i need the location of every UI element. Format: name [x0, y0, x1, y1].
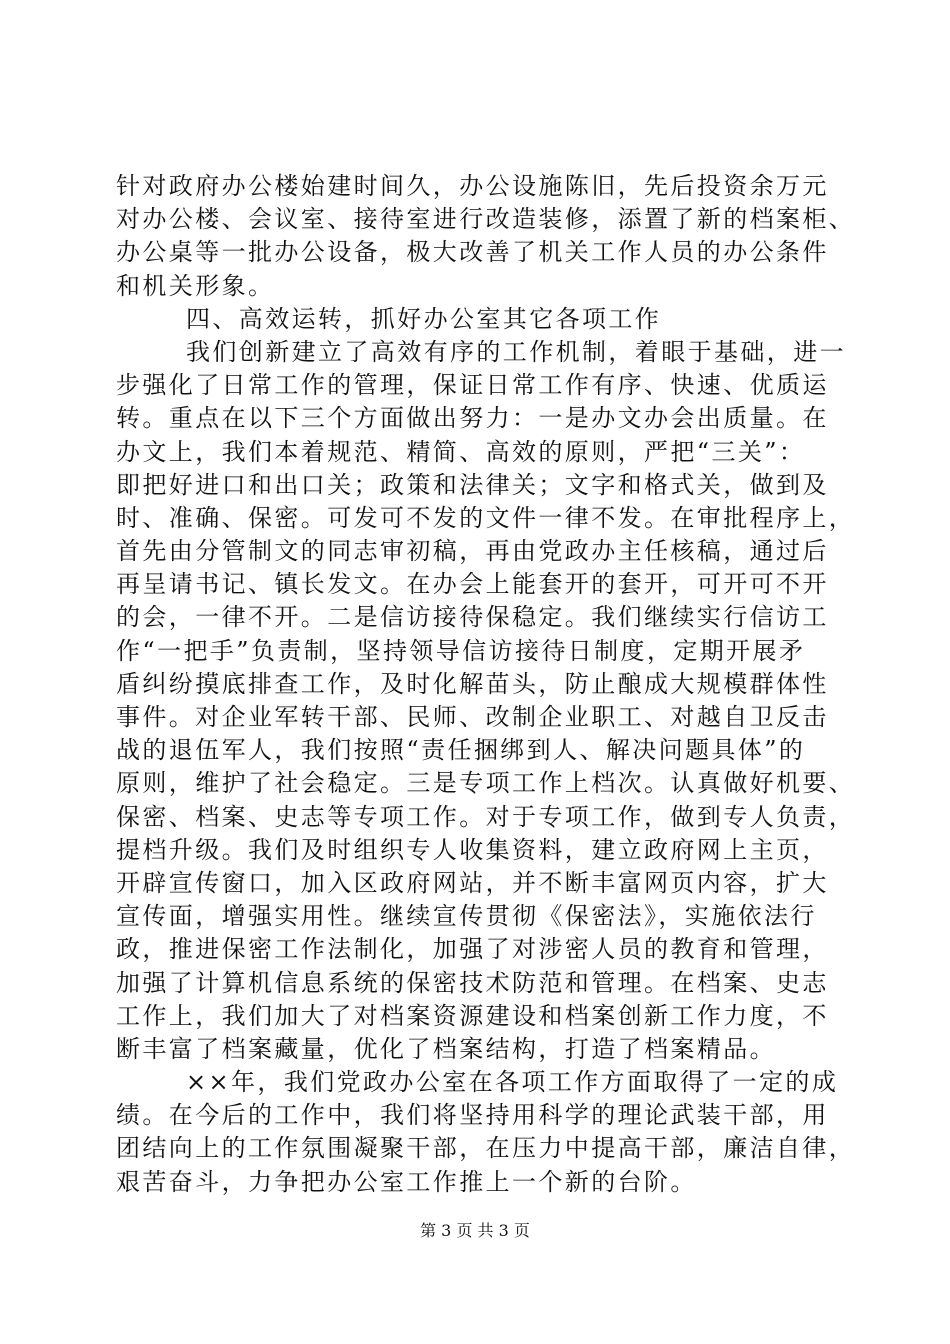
- text-line: 团结向上的工作氛围凝聚干部，在压力中提高干部，廉洁自律，: [116, 1134, 856, 1163]
- text-line: 办文上，我们本着规范、精简、高效的原则，严把“三关”：: [116, 437, 806, 466]
- text-line: 原则，维护了社会稳定。三是专项工作上档次。认真做好机要、: [116, 769, 856, 798]
- text-line: 的会，一律不开。二是信访接待保稳定。我们继续实行信访工: [116, 603, 829, 632]
- page-number: 第 3 页: [420, 1221, 473, 1240]
- text-line: 开辟宣传窗口，加入区政府网站，并不断丰富网页内容，扩大: [116, 868, 829, 897]
- text-line: 提档升级。我们及时组织专人收集资料，建立政府网上主页，: [116, 835, 829, 864]
- text-line: 作“一把手”负责制，坚持领导信访接待日制度，定期开展矛: [116, 636, 806, 665]
- text-line: 绩。在今后的工作中，我们将坚持用科学的理论武装干部，用: [116, 1101, 829, 1130]
- text-line: 断丰富了档案藏量，优化了档案结构，打造了档案精品。: [116, 1034, 776, 1063]
- text-line: 事件。对企业军转干部、民师、改制企业职工、对越自卫反击: [116, 703, 829, 731]
- text-line: 盾纠纷摸底排查工作，及时化解苗头，防止酿成大规模群体性: [116, 669, 829, 698]
- text-line: 转。重点在以下三个方面做出努力：一是办文办会出质量。在: [116, 404, 829, 433]
- text-line: ××年，我们党政办公室在各项工作方面取得了一定的成: [186, 1068, 839, 1097]
- text-line: 保密、档案、史志等专项工作。对于专项工作，做到专人负责，: [116, 802, 856, 831]
- text-line: 四、高效运转，抓好办公室其它各项工作: [186, 304, 662, 333]
- text-line: 政，推进保密工作法制化，加强了对涉密人员的教育和管理，: [116, 935, 829, 964]
- text-line: 办公桌等一批办公设备，极大改善了机关工作人员的办公条件: [116, 238, 829, 267]
- text-line: 针对政府办公楼始建时间久，办公设施陈旧，先后投资余万元: [116, 172, 829, 200]
- page-total: 共 3 页: [477, 1221, 530, 1240]
- text-line: 宣传面，增强实用性。继续宣传贯彻《保密法》，实施依法行: [116, 902, 817, 931]
- document-body: [116, 170, 856, 1199]
- text-line: 艰苦奋斗，力争把办公室工作推上一个新的台阶。: [116, 1167, 697, 1196]
- text-line: 和机关形象。: [116, 271, 275, 300]
- text-line: 时、准确、保密。可发可不发的文件一律不发。在审批程序上，: [116, 503, 856, 532]
- page-footer: [0, 1218, 950, 1241]
- text-line: 工作上，我们加大了对档案资源建设和档案创新工作力度，不: [116, 1001, 829, 1030]
- text-line: 战的退伍军人，我们按照“责任捆绑到人、解决问题具体”的: [116, 736, 806, 765]
- text-line: 步强化了日常工作的管理，保证日常工作有序、快速、优质运: [116, 371, 829, 400]
- text-line: 加强了计算机信息系统的保密技术防范和管理。在档案、史志: [116, 968, 829, 997]
- text-line: 首先由分管制文的同志审初稿，再由党政办主任核稿，通过后: [116, 537, 829, 566]
- text-line: 我们创新建立了高效有序的工作机制，着眼于基础，进一: [186, 337, 846, 366]
- text-line: 对办公楼、会议室、接待室进行改造装修，添置了新的档案柜、: [116, 205, 856, 234]
- text-line: 再呈请书记、镇长发文。在办会上能套开的套开，可开可不开: [116, 570, 829, 599]
- text-line: 即把好进口和出口关；政策和法律关；文字和格式关，做到及: [116, 470, 829, 499]
